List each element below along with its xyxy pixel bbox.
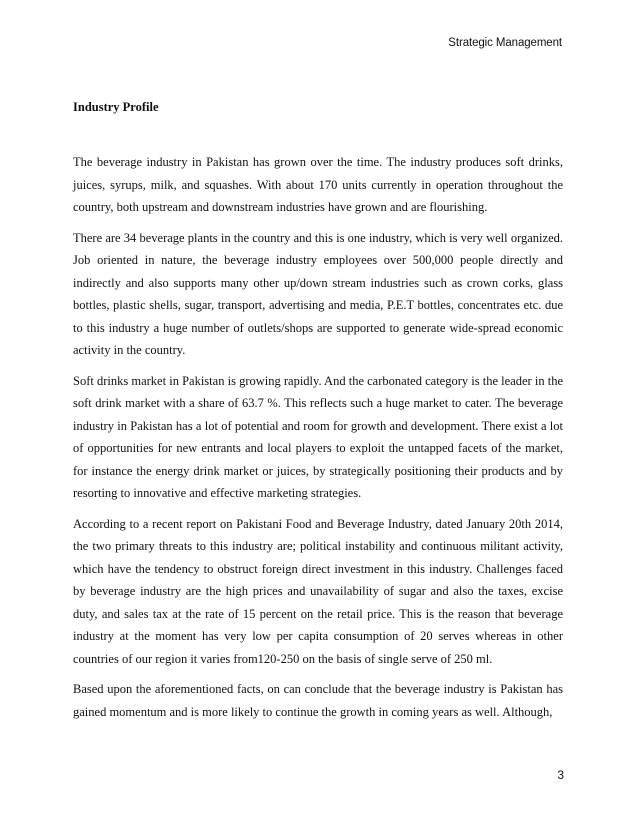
paragraph-2: There are 34 beverage plants in the country and this is one industry, which is very well organized. Job oriented in nature, the beverage industry employees over 500,000 people directly and indirectly and also supports many other up/down stream industries such as crown corks, glass bottles, plastic shells, sugar, transport, advertising and media, P.E.T bottles, concentrates etc. due to this industry a huge number of outlets/shops are supported to generate wide-spread economic activity in the country. [73,230,563,357]
paragraph-5: Based upon the aforementioned facts, on can conclude that the beverage industry is Pakistan has gained momentum and is more likely to continue the growth in coming years as well. Although, [73,682,563,719]
running-header: Strategic Management [448,37,562,49]
body-text [73,151,563,731]
paragraph-1: The beverage industry in Pakistan has grown over the time. The industry produces soft drinks, juices, syrups, milk, and squashes. With about 170 units currently in operation throughout the country, both upstream and downstream industries have grown and are flourishing. [73,155,563,214]
section-title: Industry Profile [73,100,159,114]
page-number: 3 [557,768,564,782]
paragraph-3: Soft drinks market in Pakistan is growing rapidly. And the carbonated category is the leader in the soft drink market with a share of 63.7 %. This reflects such a huge market to cater. The beverage industry in Pakistan has a lot of potential and room for growth and development. There exist a lot of opportunities for new entrants and local players to exploit the untapped facets of the market, for instance the energy drink market or juices, by strategically positioning their products and by resorting to innovative and effective marketing strategies. [73,373,563,500]
paragraph-4: According to a recent report on Pakistani Food and Beverage Industry, dated January 20th 2014, the two primary threats to this industry are; political instability and continuous militant activity, which have the tendency to obstruct foreign direct investment in this industry. Challenges faced by beverage industry are the high prices and unavailability of sugar and also the taxes, excise duty, and sales tax at the rate of 15 percent on the retail price. This is the reason that beverage industry at the moment has very low per capita consumption of 20 serves whereas in other countries of our region it varies from120-250 on the basis of single serve of 250 ml. [73,516,563,666]
